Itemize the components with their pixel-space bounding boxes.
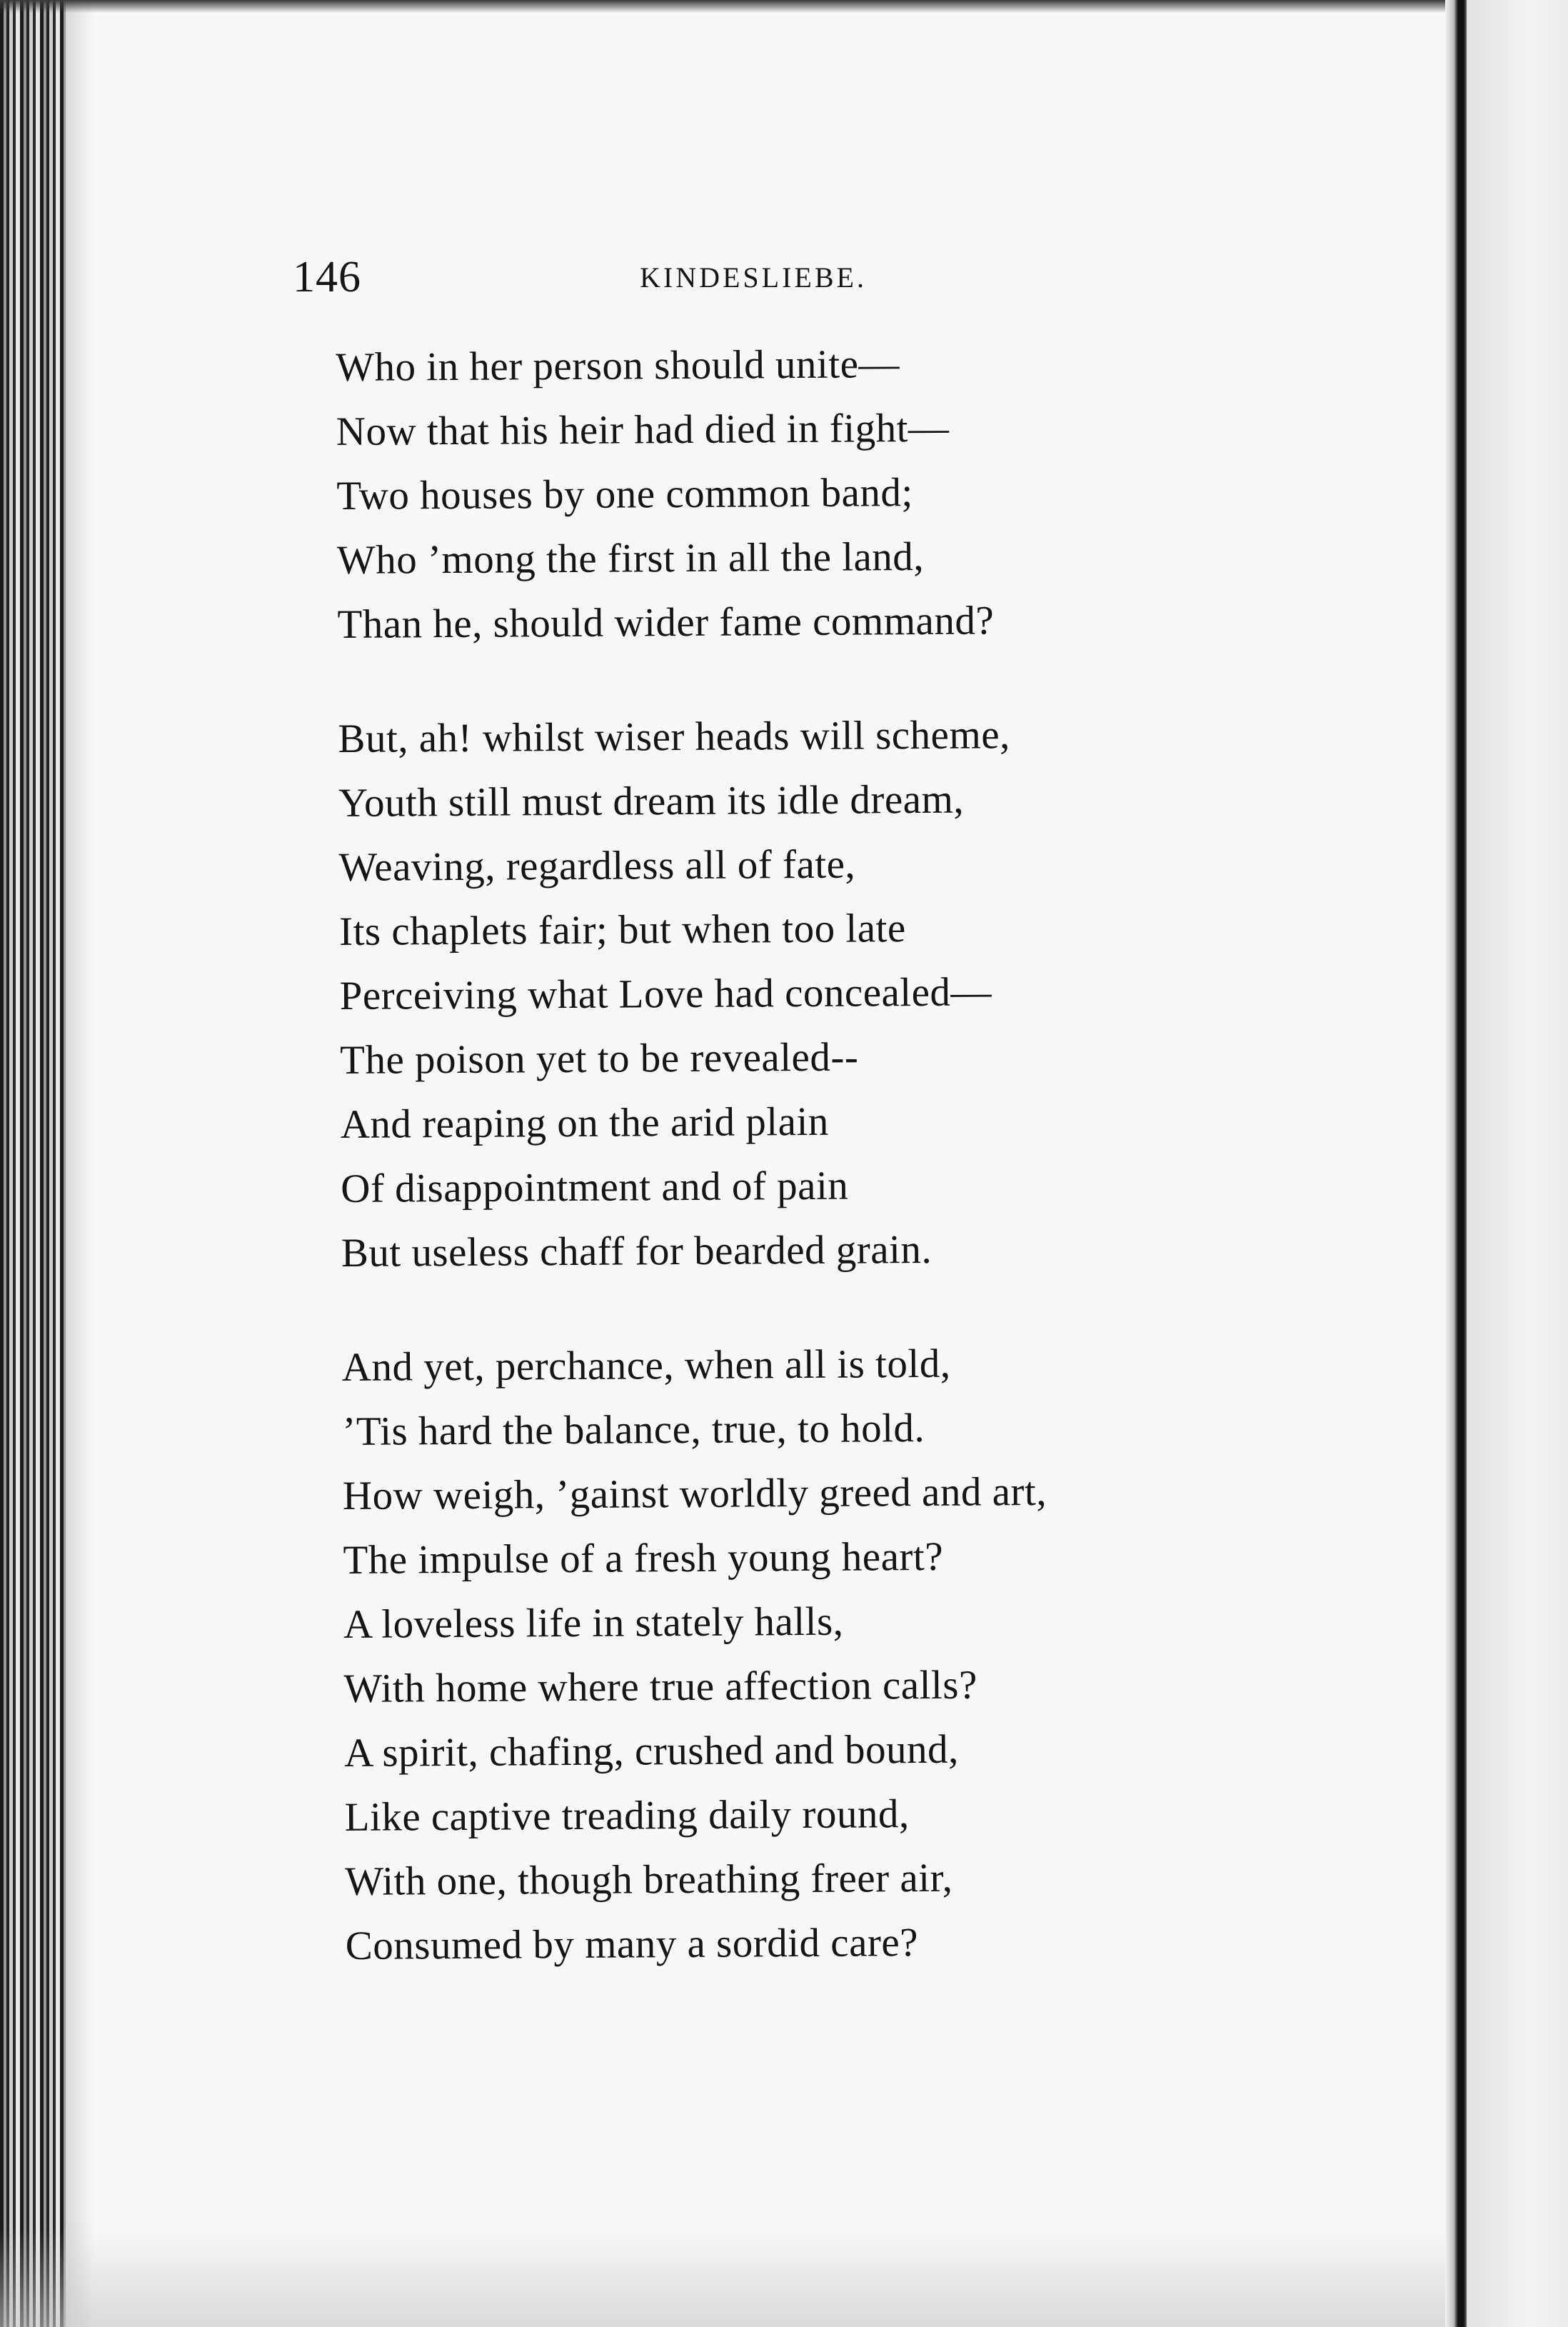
poem-line: And reaping on the arid plain	[340, 1099, 829, 1147]
poem-line: Weaving, regardless all of fate,	[338, 841, 856, 890]
poem-line: But, ah! whilst wiser heads will scheme,	[338, 712, 1010, 761]
poem-line: The impulse of a fresh young heart?	[343, 1533, 944, 1583]
stanza-3	[342, 1329, 1417, 1978]
bottom-edge-shadow	[0, 2227, 1467, 2327]
poem-line: Of disappointment and of pain	[341, 1163, 849, 1211]
poem-line: With one, though breathing freer air,	[345, 1855, 953, 1904]
running-title: KINDESLIEBE.	[640, 261, 867, 294]
poem-line: A spirit, chafing, crushed and bound,	[343, 1726, 959, 1776]
running-head	[293, 249, 1221, 306]
poem-line: Perceiving what Love had concealed—	[339, 969, 992, 1019]
poem-line: Its chaplets fair; but when too late	[338, 906, 906, 954]
poem-line: Now that his heir had died in fight—	[336, 405, 950, 454]
poem-line: Who ’mong the first in all the land,	[336, 534, 925, 583]
page-right-edge	[1445, 0, 1467, 2327]
stanza-2	[338, 701, 1412, 1286]
poem-line: With home where true affection calls?	[343, 1662, 978, 1711]
poem-line: Who in her person should unite—	[336, 341, 900, 390]
top-edge-shadow	[0, 0, 1467, 13]
poem-line: Like captive treading daily round,	[344, 1791, 910, 1840]
poem-line: How weigh, ’gainst worldly greed and art,	[342, 1468, 1047, 1518]
stanza-1	[336, 329, 1409, 657]
poem-line: Than he, should wider fame command?	[337, 598, 995, 647]
binding-shadow	[66, 0, 94, 2327]
adjacent-sheet	[1467, 0, 1568, 2327]
poem-line: Youth still must dream its idle dream,	[338, 776, 965, 826]
poem-line: And yet, perchance, when all is told,	[341, 1341, 951, 1390]
poem-line: But useless chaff for bearded grain.	[341, 1226, 933, 1276]
poem-line: ’Tis hard the balance, true, to hold.	[342, 1405, 925, 1454]
poem-line: Consumed by many a sordid care?	[345, 1920, 919, 1968]
page-number: 146	[293, 253, 361, 301]
poem-body	[336, 329, 1417, 1978]
poem-line: A loveless life in stately halls,	[343, 1598, 844, 1647]
poem-line: The poison yet to be revealed--	[340, 1034, 859, 1083]
poem-line: Two houses by one common band;	[336, 470, 913, 519]
